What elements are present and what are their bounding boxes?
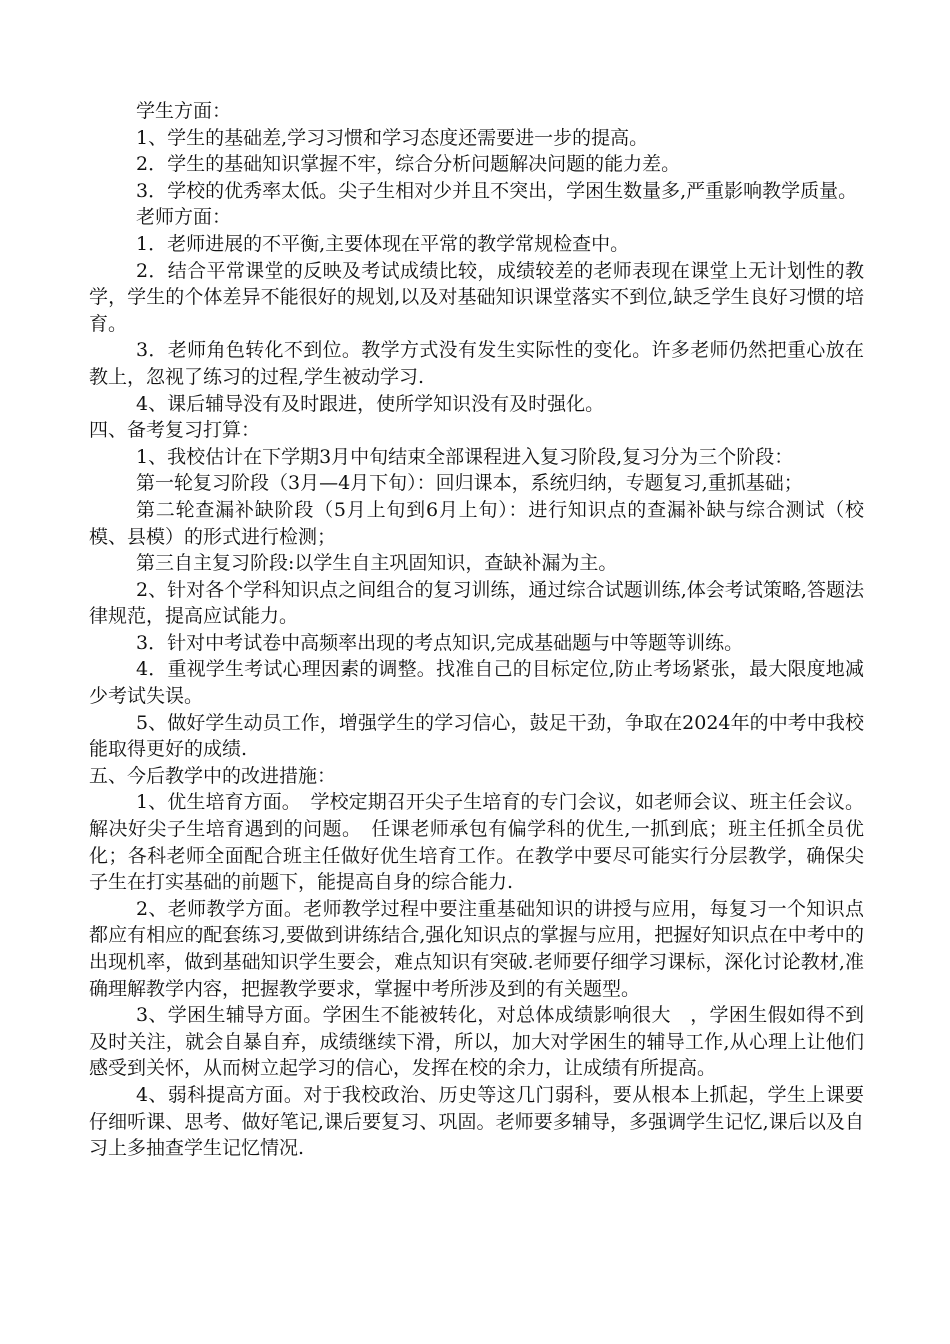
document-paragraph: 2、老师教学方面。老师教学过程中要注重基础知识的讲授与应用，每复习一个知识点都应有相应的配套练习,要做到讲练结合,强化知识点的掌握与应用，把握好知识点在中考中的出现机率，做到基础知识学生要会，难点知识有突破.老师要仔细学习课标，深化讨论教材,准确理解教学内容，把握教学要求，掌握中考所涉及到的有关题型。: [89, 897, 864, 1000]
document-paragraph: 第三自主复习阶段:以学生自主巩固知识，查缺补漏为主。: [136, 552, 618, 575]
document-paragraph: 四、备考复习打算：: [89, 419, 261, 442]
document-paragraph: 老师方面：: [136, 206, 232, 229]
document-paragraph: 2、针对各个学科知识点之间组合的复习训练，通过综合试题训练,体会考试策略,答题法律规范，提高应试能力。: [89, 578, 864, 628]
document-paragraph: 4、课后辅导没有及时跟进，使所学知识没有及时强化。: [136, 392, 605, 415]
document-paragraph: 1、学生的基础差,学习习惯和学习态度还需要进一步的提高。: [136, 126, 649, 149]
document-paragraph: 1、优生培育方面。 学校定期召开尖子生培育的专门会议，如老师会议、班主任会议。解决好尖子生培育遇到的问题。 任课老师承包有偏学科的优生,一抓到底；班主任抓全员优化；各科老师全面配合班主任做好优生培育工作。在教学中要尽可能实行分层教学，确保尖子生在打实基础的前题下，能提高自身的综合能力.: [89, 791, 864, 894]
document-paragraph: 3、学困生辅导方面。学困生不能被转化，对总体成绩影响很大 ，学困生假如得不到及时关注，就会自暴自弃，成绩继续下滑，所以，加大对学困生的辅导工作,从心理上让他们感受到关怀，从而树立起学习的信心，发挥在校的余力，让成绩有所提高。: [89, 1004, 864, 1080]
document-paragraph: 第二轮查漏补缺阶段（5月上旬到6月上旬）：进行知识点的查漏补缺与综合测试（校模、县模）的形式进行检测；: [89, 498, 864, 548]
document-paragraph: 1．老师进展的不平衡,主要体现在平常的教学常规检查中。: [136, 232, 630, 255]
document-paragraph: 2．学生的基础知识掌握不牢，综合分析问题解决问题的能力差。: [136, 153, 681, 176]
document-paragraph: 3．学校的优秀率太低。尖子生相对少并且不突出，学困生数量多,严重影响教学质量。: [136, 179, 858, 202]
document-paragraph: 3．老师角色转化不到位。教学方式没有发生实际性的变化。许多老师仍然把重心放在教上，忽视了练习的过程,学生被动学习.: [89, 339, 864, 388]
document-paragraph: 五、今后教学中的改进措施：: [89, 764, 337, 787]
document-paragraph: 1、我校估计在下学期3月中旬结束全部课程进入复习阶段,复习分为三个阶段：: [136, 445, 794, 468]
document-paragraph: 4．重视学生考试心理因素的调整。找准自己的目标定位,防止考场紧张，最大限度地减少考试失误。: [89, 658, 864, 708]
document-paragraph: 4、弱科提高方面。对于我校政治、历史等这几门弱科，要从根本上抓起，学生上课要仔细听课、思考、做好笔记,课后要复习、巩固。老师要多辅导，多强调学生记忆,课后以及自习上多抽查学生记忆情况.: [89, 1083, 864, 1160]
document-body: [89, 98, 864, 1162]
document-paragraph: 5、做好学生动员工作，增强学生的学习信心，鼓足干劲，争取在2024年的中考中我校能取得更好的成绩.: [89, 711, 864, 761]
document-paragraph: 2．结合平常课堂的反映及考试成绩比较，成绩较差的老师表现在课堂上无计划性的教学，学生的个体差异不能很好的规划,以及对基础知识课堂落实不到位,缺乏学生良好习惯的培育。: [89, 259, 864, 335]
document-paragraph: 3．针对中考试卷中高频率出现的考点知识,完成基础题与中等题等训练。: [136, 631, 744, 654]
document-paragraph: 第一轮复习阶段（3月—4月下旬）：回归课本，系统归纳，专题复习,重抓基础；: [136, 472, 803, 495]
document-paragraph: 学生方面：: [136, 100, 232, 122]
